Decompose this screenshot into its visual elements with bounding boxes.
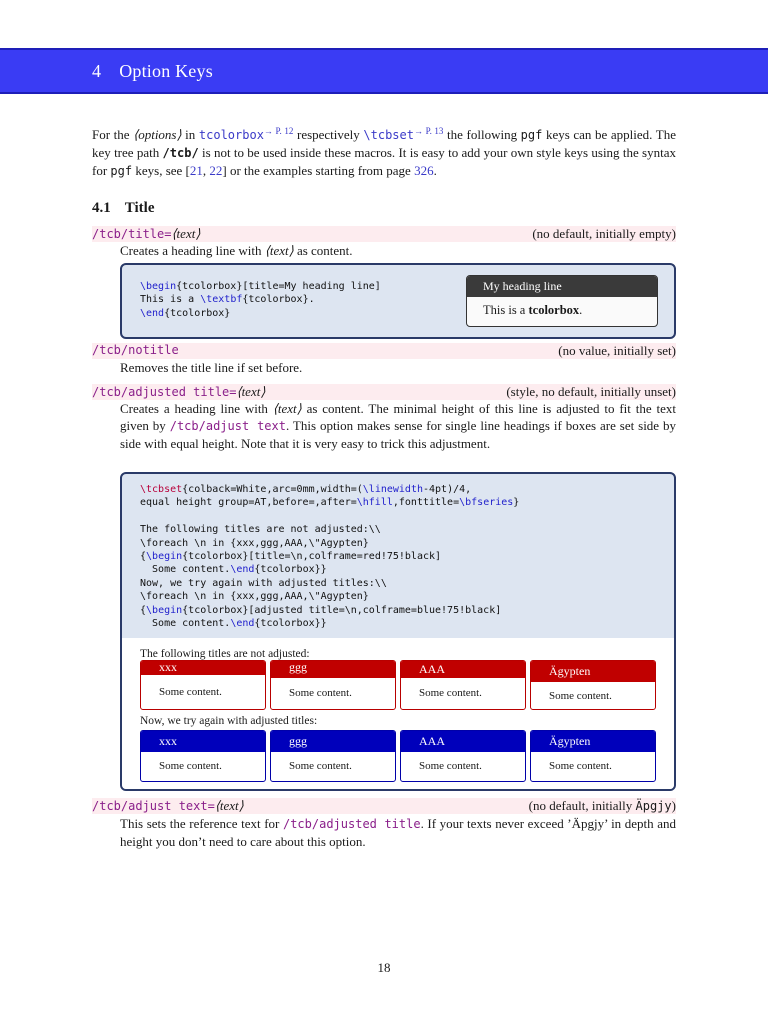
key-row-notitle (92, 343, 676, 359)
result-tcolorbox (466, 275, 658, 327)
code-keyword: \textbf (200, 294, 243, 306)
code-text: {tcolorbox} (164, 307, 231, 319)
section-title-text: Title (124, 200, 155, 216)
info-text: ) (671, 798, 676, 813)
intro-text: , (202, 163, 210, 178)
intro-paragraph (92, 123, 676, 180)
example-code (140, 280, 381, 320)
key-arg: ⟨text⟩ (236, 384, 266, 399)
code-text: {colback=White,arc=0mm,width=( (182, 484, 363, 495)
blue-box (270, 730, 396, 782)
red-box-title: xxx (141, 661, 265, 675)
example-box-title (120, 263, 676, 339)
code-text: -4pt)/4, (423, 484, 472, 495)
pgf-keyword: pgf (110, 164, 133, 178)
pgf-keyword: pgf (520, 128, 543, 142)
adjusted-title-link[interactable]: /tcb/adjusted title (282, 817, 421, 831)
code-text: equal height group=AT,before=,after= (140, 497, 357, 509)
code-text: { (140, 604, 147, 616)
key-info: (no default, initially empty) (532, 226, 676, 241)
red-box (530, 660, 656, 710)
key-name-text: /tcb/adjust text= (92, 799, 215, 813)
example-result-area (122, 638, 674, 791)
code-text: Now, we try again with adjusted titles:\\ (140, 577, 387, 589)
code-text: \foreach \n in {xxx,ggg,AAA,\"Agypten} (140, 591, 369, 603)
section-title (92, 200, 154, 217)
code-keyword: \begin (140, 281, 177, 292)
page-number: 18 (377, 960, 391, 975)
desc-text: Creates a heading line with (120, 243, 265, 258)
code-text: {tcolorbox}} (254, 564, 327, 576)
key-description-title (120, 242, 676, 259)
code-keyword: \end (140, 307, 165, 319)
intro-text: ] or the examples starting from page (222, 163, 415, 178)
tcolorbox-page-ref[interactable]: → P. 12 (263, 126, 294, 136)
intro-text: respectively (293, 127, 364, 142)
page-link[interactable]: 326 (414, 163, 434, 178)
blue-box-title: ggg (271, 731, 395, 752)
tcbset-link[interactable]: \tcbset (363, 128, 414, 142)
blue-box-content: Some content. (159, 760, 222, 772)
intro-text: . (433, 163, 437, 178)
chapter-number: 4 (92, 61, 102, 81)
red-box (400, 660, 526, 710)
intro-text: in (181, 127, 199, 142)
key-row-adjust-text (92, 798, 676, 814)
code-text: {tcolorbox}. (242, 294, 315, 306)
blue-box-title: AAA (401, 731, 525, 752)
code-text: } (513, 497, 520, 509)
desc-arg: ⟨text⟩ (272, 401, 302, 416)
intro-text: keys can be applied. The key tree path (92, 127, 676, 160)
desc-text: . If your texts never exceed ’Äpgjy’ in depth and height you don’t need to care about this option. (120, 816, 676, 849)
chapter-title (92, 61, 213, 82)
red-box-content: Some content. (419, 687, 482, 699)
intro-text: the following (443, 127, 521, 142)
key-path: /tcb/ (162, 146, 199, 160)
key-description-adjusted-title (120, 400, 676, 452)
desc-text: . This option makes sense for single line headings if boxes are set side by side with equal height. Note that it is very easy to trick this adjustment. (120, 418, 676, 451)
body-text: . (579, 303, 583, 317)
chapter-heading-band (0, 48, 768, 94)
key-info (529, 798, 676, 814)
code-keyword: \begin (146, 604, 183, 616)
key-info: (no value, initially set) (558, 343, 676, 358)
options-arg: ⟨options⟩ (133, 127, 182, 142)
code-text: \foreach \n in {xxx,ggg,AAA,\"Agypten} (140, 537, 369, 549)
key-info: (style, no default, initially unset) (506, 384, 676, 399)
key-name-text: /tcb/adjusted title= (92, 385, 237, 399)
red-box (140, 660, 266, 710)
code-text: { (140, 551, 147, 563)
key-name-text: /tcb/title= (92, 227, 172, 241)
result-box-body (467, 297, 657, 324)
example-code (140, 483, 519, 630)
code-keyword: \end (230, 618, 255, 630)
intro-text: is not to be used inside these macros. It is easy to add your own style keys using the syntax for (92, 145, 676, 178)
key-arg: ⟨text⟩ (171, 226, 201, 241)
blue-box-title: xxx (141, 731, 265, 752)
result-label-adjusted: Now, we try again with adjusted titles: (140, 715, 318, 727)
blue-box (400, 730, 526, 782)
key-description-adjust-text (120, 815, 676, 850)
code-text: ,fonttitle= (392, 497, 460, 509)
intro-text: keys, see [ (132, 163, 190, 178)
red-box-title: ggg (271, 661, 395, 678)
key-description-notitle: Removes the title line if set before. (120, 360, 303, 375)
code-text: {tcolorbox}[adjusted title=\n,colframe=blue!75!black] (182, 604, 502, 616)
citation-link[interactable]: 21 (189, 163, 203, 178)
code-keyword: \bfseries (459, 497, 514, 509)
result-box-title: My heading line (467, 276, 657, 297)
adjust-text-link[interactable]: /tcb/adjust text (169, 419, 286, 433)
desc-arg: ⟨text⟩ (264, 243, 294, 258)
code-keyword: \linewidth (362, 484, 423, 495)
code-text: Some content. (140, 564, 231, 576)
code-text: The following titles are not adjusted:\\ (140, 524, 381, 536)
red-box-content: Some content. (549, 690, 612, 702)
red-box-title: AAA (401, 661, 525, 678)
desc-text: Creates a heading line with (120, 401, 273, 416)
blue-box (530, 730, 656, 782)
red-box-title: Ägypten (531, 661, 655, 682)
tcolorbox-link[interactable]: tcolorbox (198, 128, 264, 142)
example-box-adjusted-title (120, 472, 676, 791)
info-text: (no default, initially (528, 798, 636, 813)
blue-box-content: Some content. (289, 760, 352, 772)
desc-text: as content. (293, 243, 353, 258)
blue-box-content: Some content. (549, 760, 612, 772)
code-keyword: \end (230, 564, 255, 576)
section-number: 4.1 (92, 200, 111, 216)
blue-box (140, 730, 266, 782)
tcbset-page-ref[interactable]: → P. 13 (413, 126, 444, 136)
key-name: /tcb/notitle (92, 343, 179, 357)
blue-box-title: Ägypten (531, 731, 655, 752)
key-name (92, 384, 265, 400)
key-row-adjusted-title (92, 384, 676, 400)
blue-box-content: Some content. (419, 760, 482, 772)
red-box (270, 660, 396, 710)
desc-text: This sets the reference text for (120, 816, 283, 831)
key-row-title (92, 226, 676, 242)
code-text: This is a (140, 294, 201, 306)
intro-text: For the (92, 127, 134, 142)
citation-link[interactable]: 22 (209, 163, 223, 178)
key-name (92, 798, 244, 814)
red-box-content: Some content. (159, 686, 222, 698)
key-arg: ⟨text⟩ (214, 798, 244, 813)
body-text: This is a (483, 303, 529, 317)
info-value: Äpgjy (635, 799, 672, 813)
code-text: {tcolorbox}[title=My heading line] (176, 281, 381, 292)
code-keyword: \begin (146, 551, 183, 563)
code-keyword: \tcbset (140, 484, 183, 495)
chapter-title-text: Option Keys (119, 61, 213, 81)
code-text: Some content. (140, 618, 231, 630)
code-keyword: \hfill (356, 497, 393, 509)
result-label-not-adjusted: The following titles are not adjusted: (140, 648, 310, 660)
red-box-content: Some content. (289, 687, 352, 699)
body-bold: tcolorbox (528, 303, 580, 317)
code-text: {tcolorbox}} (254, 618, 327, 630)
desc-text: as content. The minimal height of this line is adjusted to fit the text given by (120, 401, 676, 433)
key-name (92, 226, 200, 242)
code-text: {tcolorbox}[title=\n,colframe=red!75!black] (182, 551, 442, 563)
